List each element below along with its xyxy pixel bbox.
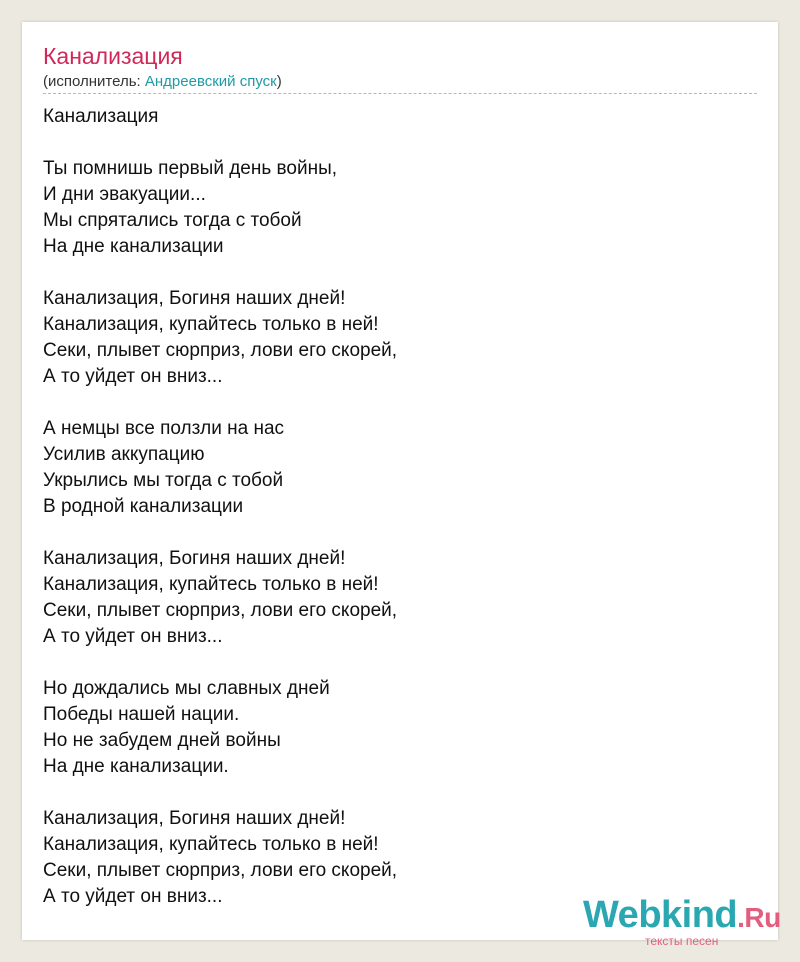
stanza-gap (43, 260, 743, 286)
lyric-line: В родной канализации (43, 496, 244, 517)
lyric-line: Ты помнишь первый день войны, (43, 158, 338, 179)
title-divider (43, 93, 757, 94)
lyric-line: Канализация, купайтесь только в ней! (43, 314, 379, 335)
lyric-line: Секи, плывет сюрприз, лови его скорей, (43, 860, 398, 881)
lyrics-card (22, 22, 781, 948)
logo-tld: .Ru (737, 902, 781, 933)
artist-line (43, 73, 282, 90)
lyric-line: Победы нашей нации. (43, 704, 240, 725)
stanza-gap (43, 650, 743, 676)
lyric-line: Канализация, купайтесь только в ней! (43, 834, 379, 855)
stanza-gap (43, 390, 743, 416)
artist-prefix: (исполнитель: (43, 73, 145, 90)
stanza-gap (43, 130, 743, 156)
logo-brand-text: Webkind (583, 894, 738, 936)
song-title: Канализация (43, 43, 183, 69)
lyric-line: А то уйдет он вниз... (43, 886, 223, 907)
lyric-line: И дни эвакуации... (43, 184, 206, 205)
lyric-line: Секи, плывет сюрприз, лови его скорей, (43, 600, 398, 621)
lyric-line: А то уйдет он вниз... (43, 366, 223, 387)
lyric-line: Канализация, Богиня наших дней! (43, 548, 346, 569)
stanza-gap (43, 780, 743, 806)
logo-brand (583, 894, 781, 937)
site-logo[interactable] (583, 894, 783, 948)
lyric-line: Канализация, Богиня наших дней! (43, 288, 346, 309)
lyric-line: На дне канализации (43, 236, 224, 257)
logo-tagline: тексты песен (645, 934, 719, 948)
lyric-line: На дне канализации. (43, 756, 229, 777)
artist-suffix: ) (276, 73, 282, 90)
lyric-line: Канализация, Богиня наших дней! (43, 808, 346, 829)
artist-link[interactable]: Андреевский спуск (144, 73, 277, 90)
lyric-line: Укрылись мы тогда с тобой (43, 470, 284, 491)
lyric-line: Канализация (43, 106, 159, 127)
lyric-line: Но дождались мы славных дней (43, 678, 330, 699)
lyric-line: Усилив аккупацию (43, 444, 205, 465)
lyric-line: А то уйдет он вниз... (43, 626, 223, 647)
lyric-line: Мы спрятались тогда с тобой (43, 210, 302, 231)
lyric-line: Канализация, купайтесь только в ней! (43, 574, 379, 595)
lyric-line: Но не забудем дней войны (43, 730, 281, 751)
lyric-line: Секи, плывет сюрприз, лови его скорей, (43, 340, 398, 361)
stanza-gap (43, 520, 743, 546)
lyric-line: А немцы все ползли на нас (43, 418, 285, 439)
lyrics-body (43, 104, 743, 910)
